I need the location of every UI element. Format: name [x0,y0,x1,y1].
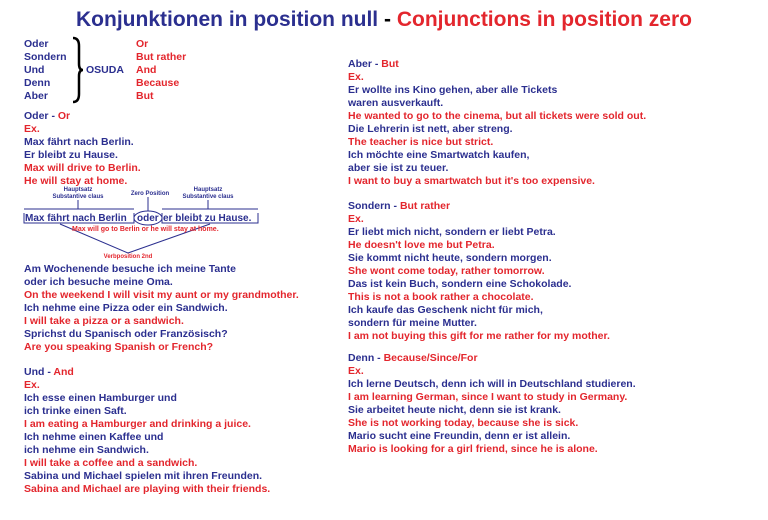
german-sentence: Sie kommt nicht heute, sondern morgen. [348,252,552,264]
title-english: Conjunctions in position zero [396,8,692,31]
substantive-text: Substantive claus [182,194,234,200]
german-sentence: Ich möchte eine Smartwatch kaufen, [348,149,530,161]
summary-english-item: But rather [136,51,187,63]
heading-german: Aber [348,58,372,70]
english-sentence: She wont come today, rather tomorrow. [348,265,545,277]
diagram-conjunction: oder [137,213,159,224]
german-sentence: aber sie ist zu teuer. [348,162,449,174]
english-sentence: Sabina and Michael are playing with their friends. [24,483,271,495]
substantive-text: Substantive claus [52,194,104,200]
title-german: Konjunktionen in position null [76,8,379,31]
english-sentence: Mario is looking for a girl friend, since he is alone. [348,443,598,455]
english-sentence: I will take a coffee and a sandwich. [24,457,198,469]
german-sentence: Er wollte ins Kino gehen, aber alle Tickets [348,84,558,96]
heading-german: Oder [24,110,49,122]
german-sentence: Ich esse einen Hamburger und [24,392,177,404]
english-sentence: Are you speaking Spanish or French? [24,341,214,353]
heading-english: But rather [399,200,451,212]
example-label: Ex. [348,71,364,83]
heading-separator: - [393,200,398,212]
summary-english-item: Because [136,77,180,89]
heading-separator: - [374,58,379,70]
denn-heading [348,352,478,365]
summary-german-item: Oder [24,38,49,50]
heading-german: Denn [348,352,375,364]
title-separator: - [383,8,391,31]
und-heading [24,366,74,379]
german-sentence: waren ausverkauft. [348,97,444,109]
example-label: Ex. [24,123,40,135]
summary-english-item: But [136,90,154,102]
german-sentence: ich trinke einen Saft. [24,405,127,417]
german-sentence: Sprichst du Spanisch oder Französisch? [24,328,228,340]
english-sentence: He will stay at home. [24,175,128,187]
english-sentence: He doesn't love me but Petra. [348,239,495,251]
english-sentence: I am learning German, since I want to study in Germany. [348,391,628,403]
english-sentence: I will take a pizza or a sandwich. [24,315,184,327]
german-sentence: Am Wochenende besuche ich meine Tante [24,263,236,275]
heading-english: Because/Since/For [383,352,478,364]
english-sentence: On the weekend I will visit my aunt or my grandmother. [24,289,299,301]
summary-english-item: And [136,64,157,76]
sondern-heading [348,200,450,213]
heading-separator: - [47,366,51,378]
german-sentence: Sabina und Michael spielen mit ihren Freunden. [24,470,263,482]
english-sentence: I am eating a Hamburger and drinking a juice. [24,418,251,430]
german-sentence: oder ich besuche meine Oma. [24,276,173,288]
diagram-translation: Max will go to Berlin or he will stay at home. [72,226,219,233]
english-sentence: Max will drive to Berlin. [24,162,141,174]
german-sentence: Ich kaufe das Geschenk nicht für mich, [348,304,543,316]
german-sentence: Max fährt nach Berlin. [24,136,134,148]
english-sentence: I want to buy a smartwatch but it's too expensive. [348,175,595,187]
verbposition-label: Verbposition 2nd [103,254,153,260]
german-sentence: Mario sucht eine Freundin, denn er ist allein. [348,430,571,442]
german-sentence: Ich nehme einen Kaffee und [24,431,164,443]
summary-english-item: Or [136,38,149,50]
example-label: Ex. [348,213,364,225]
summary-german-item: Aber [24,90,48,102]
english-sentence: She is not working today, because she is sick. [348,417,579,429]
example-label: Ex. [24,379,40,391]
heading-separator: - [51,110,55,122]
heading-english: And [53,366,74,378]
german-sentence: Er liebt mich nicht, sondern er liebt Petra. [348,226,556,238]
heading-english: Or [57,110,71,122]
diagram-main-clause: Max fährt nach Berlin [25,213,127,224]
german-sentence: Ich nehme eine Pizza oder ein Sandwich. [24,302,228,314]
english-sentence: He wanted to go to the cinema, but all tickets were sold out. [348,110,647,122]
example-label: Ex. [348,365,364,377]
german-sentence: Sie arbeitet heute nicht, denn sie ist krank. [348,404,561,416]
zero-position-label: Zero Position [130,191,170,197]
aber-heading [348,58,399,71]
english-sentence: I am not buying this gift for me rather for my mother. [348,330,610,342]
heading-separator: - [377,352,381,364]
summary-german-item: Denn [24,77,51,89]
summary-german-item: Sondern [24,51,67,63]
hauptsatz-text: Hauptsatz [63,187,93,193]
german-sentence: ich nehme ein Sandwich. [24,444,149,456]
hauptsatz-text: Hauptsatz [193,187,223,193]
german-sentence: Die Lehrerin ist nett, aber streng. [348,123,513,135]
german-sentence: Er bleibt zu Hause. [24,149,118,161]
heading-german: Und [24,366,45,378]
diagram-second-clause: er bleibt zu Hause. [163,213,252,224]
heading-german: Sondern [348,200,391,212]
german-sentence: sondern für meine Mutter. [348,317,477,329]
heading-english: But [381,58,399,70]
german-sentence: Das ist kein Buch, sondern eine Schokolade. [348,278,572,290]
english-sentence: The teacher is nice but strict. [348,136,494,148]
summary-german-item: Und [24,64,45,76]
english-sentence: This is not a book rather a chocolate. [348,291,534,303]
german-sentence: Ich lerne Deutsch, denn ich will in Deutschland studieren. [348,378,636,390]
summary-label: OSUDA [86,64,124,76]
